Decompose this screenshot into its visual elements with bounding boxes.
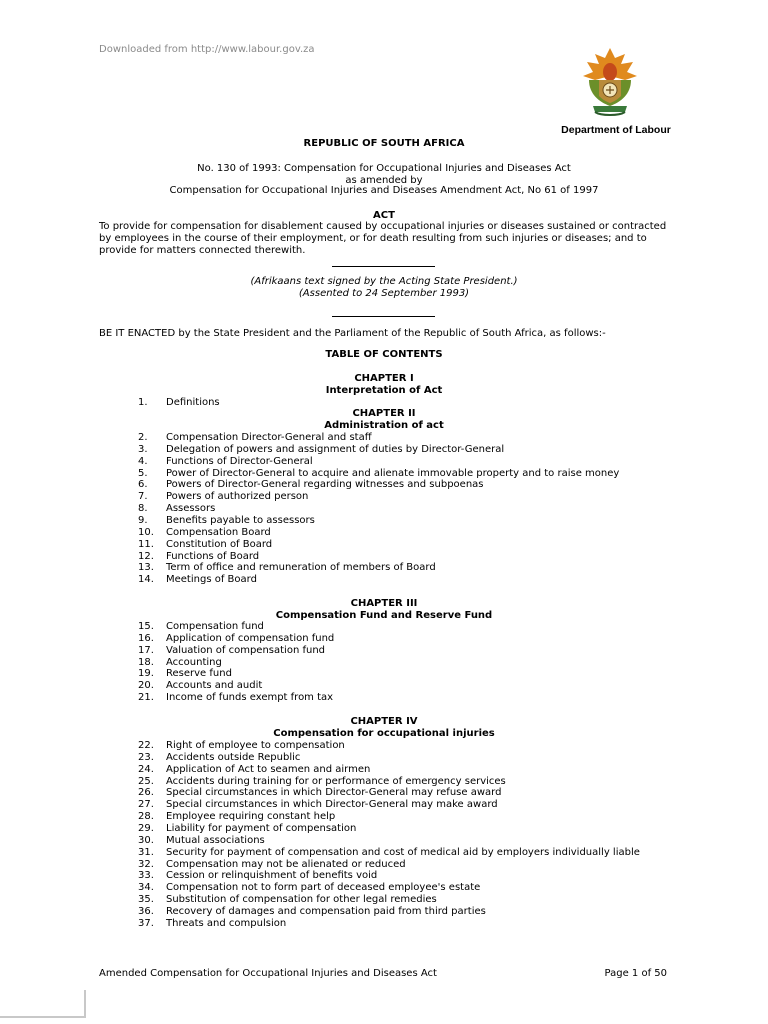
chapter-title: Compensation for occupational injuries <box>273 728 495 739</box>
section-title: Threats and compulsion <box>166 917 287 929</box>
section-number: 13. <box>138 562 154 574</box>
section-title: Application of Act to seamen and airmen <box>166 763 371 775</box>
section-number: 32. <box>138 858 154 870</box>
section-title: Accidents during training for or performance of emergency services <box>166 775 506 787</box>
section-number: 12. <box>138 550 154 562</box>
toc-heading: TABLE OF CONTENTS <box>325 349 443 360</box>
section-number: 10. <box>138 526 154 538</box>
section-number: 37. <box>138 917 154 929</box>
section-number: 11. <box>138 538 154 550</box>
section-title: Mutual associations <box>166 834 265 846</box>
separator-line <box>332 316 435 317</box>
section-title: Power of Director-General to acquire and alienate immovable property and to raise money <box>166 467 620 479</box>
footer-page-number: Page 1 of 50 <box>604 968 667 979</box>
section-number: 27. <box>138 799 154 811</box>
section-title: Constitution of Board <box>166 538 273 550</box>
section-number: 36. <box>138 905 154 917</box>
download-source-note: Downloaded from http://www.labour.gov.za <box>99 44 315 55</box>
section-title: Employee requiring constant help <box>166 811 336 823</box>
section-title: Liability for payment of compensation <box>166 822 357 834</box>
chapter-label: CHAPTER III <box>350 598 418 609</box>
section-number: 29. <box>138 822 154 834</box>
section-number: 5. <box>138 467 148 479</box>
section-number: 16. <box>138 632 154 644</box>
section-number: 26. <box>138 787 154 799</box>
chapter-title: Administration of act <box>324 420 444 431</box>
section-title: Right of employee to compensation <box>166 740 345 751</box>
republic-heading: REPUBLIC OF SOUTH AFRICA <box>303 138 465 149</box>
section-title: Benefits payable to assessors <box>166 514 315 526</box>
section-title: Reserve fund <box>166 668 232 680</box>
section-title: Powers of authorized person <box>166 491 309 503</box>
section-number: 7. <box>138 491 148 503</box>
section-title: Income of funds exempt from tax <box>166 692 334 704</box>
section-number: 2. <box>138 432 148 443</box>
section-title: Accounts and audit <box>166 680 263 692</box>
act-heading: ACT <box>373 210 395 221</box>
section-title: Compensation Director-General and staff <box>166 432 372 443</box>
chapter-label: CHAPTER IV <box>350 716 418 727</box>
section-number: 15. <box>138 621 154 632</box>
section-title: Application of compensation fund <box>166 632 335 644</box>
section-title: Assessors <box>166 503 216 515</box>
section-number: 6. <box>138 479 148 491</box>
section-number: 9. <box>138 514 148 526</box>
section-title: Cession or relinquishment of benefits void <box>166 870 378 882</box>
section-title: Functions of Board <box>166 550 260 562</box>
act-purpose-paragraph: To provide for compensation for disablement caused by occupational injuries or diseases sustained or contracted by employees in the course of their employment, or for death resulting from such injuries or diseases; and to provide for matters connected therewith. <box>99 221 667 256</box>
footer-document-title: Amended Compensation for Occupational Injuries and Diseases Act <box>99 968 437 979</box>
section-number: 24. <box>138 763 154 775</box>
amendment-act-line: Compensation for Occupational Injuries and Diseases Amendment Act, No 61 of 1997 <box>169 185 599 196</box>
section-number: 4. <box>138 455 148 467</box>
section-title: Definitions <box>166 397 220 408</box>
section-title: Term of office and remuneration of members of Board <box>166 562 436 574</box>
page-corner-mark <box>0 990 86 1018</box>
section-number: 23. <box>138 751 154 763</box>
section-number: 21. <box>138 692 154 704</box>
section-number: 25. <box>138 775 154 787</box>
department-name: Department of Labour <box>561 124 671 136</box>
assent-date-note: (Assented to 24 September 1993) <box>298 288 470 299</box>
chapter-title: Interpretation of Act <box>325 385 443 396</box>
section-number: 33. <box>138 870 154 882</box>
section-number: 34. <box>138 882 154 894</box>
section-number: 31. <box>138 846 154 858</box>
section-title: Valuation of compensation fund <box>166 644 325 656</box>
section-title: Special circumstances in which Director-General may refuse award <box>166 787 502 799</box>
section-title: Functions of Director-General <box>166 455 313 467</box>
section-number: 8. <box>138 503 148 515</box>
section-title: Accounting <box>166 656 222 668</box>
section-title: Special circumstances in which Director-General may make award <box>166 799 498 811</box>
section-number: 14. <box>138 574 154 586</box>
section-number: 35. <box>138 894 154 906</box>
section-title: Compensation not to form part of deceased employee's estate <box>166 882 481 894</box>
section-number: 20. <box>138 680 154 692</box>
section-title: Powers of Director-General regarding witnesses and subpoenas <box>166 479 484 491</box>
amended-by-line: as amended by <box>345 175 423 186</box>
section-title: Compensation Board <box>166 526 271 538</box>
section-number: 19. <box>138 668 154 680</box>
section-title: Compensation may not be alienated or reduced <box>166 858 406 870</box>
coat-of-arms-icon <box>579 46 641 118</box>
chapter-label: CHAPTER II <box>352 408 416 419</box>
section-title: Substitution of compensation for other legal remedies <box>166 894 437 906</box>
chapter-title: Compensation Fund and Reserve Fund <box>275 610 493 621</box>
section-number: 18. <box>138 656 154 668</box>
section-title: Security for payment of compensation and cost of medical aid by employers individually liable <box>166 846 640 858</box>
section-number: 22. <box>138 740 154 751</box>
enactment-clause: BE IT ENACTED by the State President and the Parliament of the Republic of South Africa, as follows:- <box>99 328 606 339</box>
separator-line <box>332 266 435 267</box>
section-title: Delegation of powers and assignment of duties by Director-General <box>166 443 505 455</box>
section-number: 28. <box>138 811 154 823</box>
afrikaans-note: (Afrikaans text signed by the Acting State President.) <box>250 276 518 287</box>
section-number: 30. <box>138 834 154 846</box>
section-title: Meetings of Board <box>166 574 257 586</box>
section-title: Accidents outside Republic <box>166 751 301 763</box>
chapter-label: CHAPTER I <box>354 373 414 384</box>
act-title-line: No. 130 of 1993: Compensation for Occupational Injuries and Diseases Act <box>197 163 571 174</box>
section-number: 17. <box>138 644 154 656</box>
section-title: Compensation fund <box>166 621 264 632</box>
section-title: Recovery of damages and compensation paid from third parties <box>166 905 486 917</box>
section-number: 1. <box>138 397 148 408</box>
section-number: 3. <box>138 443 148 455</box>
